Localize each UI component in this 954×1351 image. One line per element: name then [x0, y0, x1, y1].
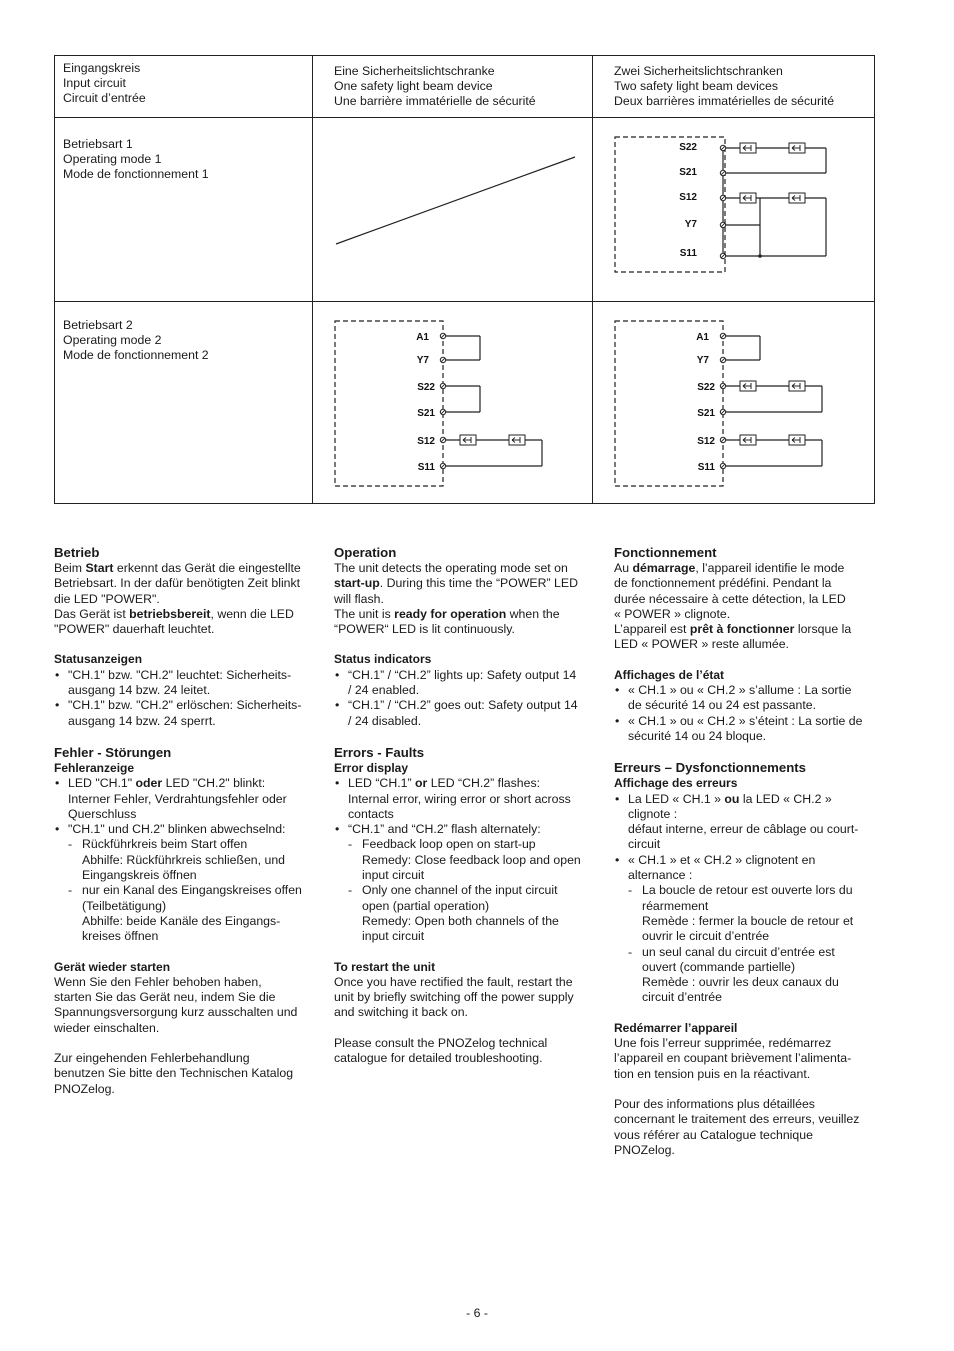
paragraph-line: will flash.	[334, 591, 384, 606]
heading-to-restart: To restart the unit	[334, 959, 436, 974]
paragraph-line: The unit detects the operating mode set on	[334, 561, 568, 575]
paragraph-line: starten Sie das Gerät neu, indem Sie die	[54, 990, 276, 1005]
header-input-circuit	[55, 56, 313, 118]
heading-errors-faults: Errors - Faults	[334, 744, 425, 760]
terminal-label-s22: S22	[417, 382, 435, 393]
header-two-devices-en: Two safety light beam devices	[614, 79, 779, 93]
mode-1-en: Operating mode 1	[63, 152, 162, 166]
terminal-label-s12: S12	[679, 192, 697, 203]
terminal-label-s11: S11	[417, 462, 435, 473]
paragraph-line: and switching it back on.	[334, 1005, 468, 1020]
wiring-lines	[443, 336, 542, 466]
heading-geraet-wieder-starten: Gerät wieder starten	[54, 959, 171, 974]
sub-list-item: - un seul canal du circuit d’entrée est ouvert (commande partielle) Remède : ouvrir les deux canaux du circuit d’entrée	[614, 945, 876, 1006]
paragraph-line: tion en tension puis en la réactivant.	[614, 1066, 811, 1081]
mode-1-fr: Mode de fonctionnement 1	[63, 167, 209, 181]
paragraph-line: "POWER" dauerhaft leuchtet.	[54, 622, 215, 637]
paragraph-line: Please consult the PNOZelog technical	[334, 1035, 548, 1050]
heading-error-display: Error display	[334, 760, 409, 775]
french-column	[614, 545, 876, 1158]
terminal-label-s12: S12	[697, 436, 715, 447]
mode-1-de: Betriebsart 1	[63, 137, 133, 151]
wiring-lines	[723, 148, 826, 256]
page-number: - 6 -	[466, 1306, 488, 1320]
light-beam-device-icon	[740, 381, 805, 445]
paragraph-line: Au démarrage, l’appareil identifie le mode	[614, 561, 845, 575]
sub-list-item: - Only one channel of the input circuit open (partial operation) Remedy: Open both channels of the input circuit	[334, 883, 596, 944]
english-column	[334, 545, 596, 1066]
header-one-device-de: Eine Sicherheitslichtschranke	[334, 64, 495, 78]
wiring-diagram-mode-2-one-device	[313, 302, 593, 503]
table-header-row	[55, 56, 875, 118]
header-one-device-fr: Une barrière immatérielle de sécurité	[334, 94, 536, 108]
paragraph-line: concernant le traitement des erreurs, veuillez	[614, 1112, 860, 1127]
paragraph-line: Wenn Sie den Fehler behoben haben,	[54, 974, 262, 989]
list-item: • "CH.1" bzw. "CH.2" erlöschen: Sicherheits- ausgang 14 bzw. 24 sperrt.	[54, 698, 316, 729]
terminal-label-s22: S22	[679, 142, 697, 153]
terminal-label-s21: S21	[697, 408, 715, 419]
heading-operation: Operation	[334, 545, 397, 560]
list-item: • La LED « CH.1 » ou la LED « CH.2 » clignote : défaut interne, erreur de câblage ou court- circuit	[614, 792, 876, 853]
paragraph-line: L’appareil est prêt à fonctionner lorsque la	[614, 622, 852, 637]
terminal-label-y7: Y7	[684, 219, 697, 230]
paragraph-line: The unit is ready for operation when the	[334, 606, 560, 621]
list-item: • "CH.1" bzw. "CH.2" leuchtet: Sicherheits- ausgang 14 bzw. 24 leitet.	[54, 668, 316, 699]
list-item: • LED “CH.1” or LED “CH.2” flashes: Internal error, wiring error or short across contacts	[334, 776, 596, 822]
header-one-device-en: One safety light beam device	[334, 79, 493, 93]
paragraph-line: wieder einschalten.	[54, 1020, 160, 1035]
terminal-label-s12: S12	[417, 436, 435, 447]
mode-2-fr: Mode de fonctionnement 2	[63, 348, 209, 362]
sub-list-item: - Rückführkreis beim Start offen Abhilfe: Rückführkreis schließen, und Eingangskreis öffnen	[54, 837, 316, 883]
list-item: • LED "CH.1" oder LED "CH.2" blinkt: Interner Fehler, Verdrahtungsfehler oder Querschluss	[54, 776, 316, 822]
list-item: • « CH.1 » ou « CH.2 » s’allume : La sortie de sécurité 14 ou 24 est passante.	[614, 683, 876, 714]
paragraph-line: l’appareil en coupant brièvement l’alimenta-	[614, 1051, 852, 1066]
list-item: • “CH.1” and “CH.2” flash alternately:	[334, 822, 596, 837]
paragraph-line: Betriebsart. In der dafür benötigten Zeit blinkt	[54, 576, 301, 591]
terminal-label-a1: A1	[416, 332, 429, 343]
terminal-label-s21: S21	[679, 167, 697, 178]
mode-2-one-device-cell	[313, 302, 593, 504]
header-input-circuit-fr: Circuit d’entrée	[63, 91, 146, 105]
paragraph-line: die LED "POWER".	[54, 591, 160, 606]
terminal-label-s11: S11	[697, 462, 715, 473]
paragraph-line: Once you have rectified the fault, restart the	[334, 974, 573, 989]
mode-2-two-devices-cell	[593, 302, 875, 504]
heading-status-indicators: Status indicators	[334, 652, 432, 667]
mode-1-two-devices-cell	[593, 118, 875, 302]
terminal-label-s21: S21	[417, 408, 435, 419]
heading-affichage-erreurs: Affichage des erreurs	[614, 776, 738, 791]
paragraph-betrieb-2: Das Gerät ist betriebsbereit, wenn die LED	[54, 606, 294, 621]
not-applicable-strike-line	[313, 118, 593, 301]
paragraph-line: Une fois l’erreur supprimée, redémarrez	[614, 1036, 832, 1051]
heading-betrieb: Betrieb	[54, 545, 100, 560]
paragraph-line: Spannungsversorgung kurz ausschalten und	[54, 1005, 298, 1020]
sub-list-item: - Feedback loop open on start-up Remedy: Close feedback loop and open input circuit	[334, 837, 596, 883]
table-row-mode-1	[55, 118, 875, 302]
list-item: • “CH.1” / “CH.2” lights up: Safety output 14 / 24 enabled.	[334, 668, 596, 699]
paragraph-line: PNOZelog.	[614, 1142, 675, 1157]
list-item: • « CH.1 » et « CH.2 » clignotent en alternance :	[614, 853, 876, 884]
header-two-devices-de: Zwei Sicherheitslichtschranken	[614, 64, 783, 78]
input-circuit-table	[54, 55, 875, 504]
header-input-circuit-de: Eingangskreis	[63, 61, 141, 75]
mode-1-label-cell	[55, 118, 313, 302]
wiring-lines	[723, 336, 822, 466]
mode-2-en: Operating mode 2	[63, 333, 162, 347]
paragraph-line: Zur eingehenden Fehlerbehandlung	[54, 1051, 250, 1066]
terminal-label-y7: Y7	[416, 355, 429, 366]
list-item: • « CH.1 » ou « CH.2 » s’éteint : La sortie de sécurité 14 ou 24 bloque.	[614, 714, 876, 745]
german-column	[54, 545, 316, 1097]
heading-fehleranzeige: Fehleranzeige	[54, 760, 135, 775]
paragraph-betrieb-1: Beim Start erkennt das Gerät die eingestellte	[54, 561, 301, 575]
device-outline	[615, 137, 725, 272]
list-item: • "CH.1" und CH.2" blinken abwechselnd:	[54, 822, 316, 837]
paragraph-line: benutzen Sie bitte den Technischen Katalog	[54, 1066, 294, 1081]
terminal-label-s22: S22	[697, 382, 715, 393]
header-input-circuit-en: Input circuit	[63, 76, 126, 90]
heading-fehler: Fehler - Störungen	[54, 744, 172, 760]
sub-list-item: - nur ein Kanal des Eingangskreises offen (Teilbetätigung) Abhilfe: beide Kanäle des Eingangs- kreises öffnen	[54, 883, 316, 944]
paragraph-line: LED « POWER » reste allumée.	[614, 637, 789, 652]
heading-statusanzeigen: Statusanzeigen	[54, 652, 143, 667]
mode-2-de: Betriebsart 2	[63, 318, 133, 332]
terminal-label-a1: A1	[696, 332, 709, 343]
wiring-diagram-mode-2-two-devices	[593, 302, 875, 503]
mode-1-one-device-cell	[313, 118, 593, 302]
wiring-diagram-mode-1-two-devices	[593, 118, 875, 301]
paragraph-line: catalogue for detailed troubleshooting.	[334, 1051, 543, 1066]
sub-list-item: - La boucle de retour est ouverte lors du réarmement Remède : fermer la boucle de retour et ouvrir le circuit d’entrée	[614, 883, 876, 944]
paragraph-line: durée nécessaire à cette détection, la LED	[614, 591, 846, 606]
terminal-label-s11: S11	[679, 248, 697, 259]
heading-affichages-etat: Affichages de l’état	[614, 667, 725, 682]
heading-fonctionnement: Fonctionnement	[614, 545, 717, 560]
header-two-devices	[593, 56, 875, 118]
paragraph-line: de fonctionnement prédéfini. Pendant la	[614, 576, 832, 591]
header-two-devices-fr: Deux barrières immatérielles de sécurité	[614, 94, 835, 108]
paragraph-line: « POWER » clignote.	[614, 606, 731, 621]
list-item: • “CH.1” / “CH.2” goes out: Safety output 14 / 24 disabled.	[334, 698, 596, 729]
paragraph-line: PNOZelog.	[54, 1081, 115, 1096]
terminal-label-y7: Y7	[696, 355, 709, 366]
heading-erreurs: Erreurs – Dysfonctionnements	[614, 760, 807, 776]
mode-2-label-cell	[55, 302, 313, 504]
paragraph-line: start-up. During this time the “POWER” LED	[334, 576, 578, 591]
heading-redemarrer: Redémarrer l’appareil	[614, 1020, 738, 1035]
table-row-mode-2	[55, 302, 875, 504]
paragraph-line: “POWER“ LED is lit continuously.	[334, 622, 515, 637]
paragraph-line: vous référer au Catalogue technique	[614, 1127, 813, 1142]
header-one-device	[313, 56, 593, 118]
paragraph-line: Pour des informations plus détaillées	[614, 1096, 815, 1111]
paragraph-line: unit by briefly switching off the power supply	[334, 990, 574, 1005]
